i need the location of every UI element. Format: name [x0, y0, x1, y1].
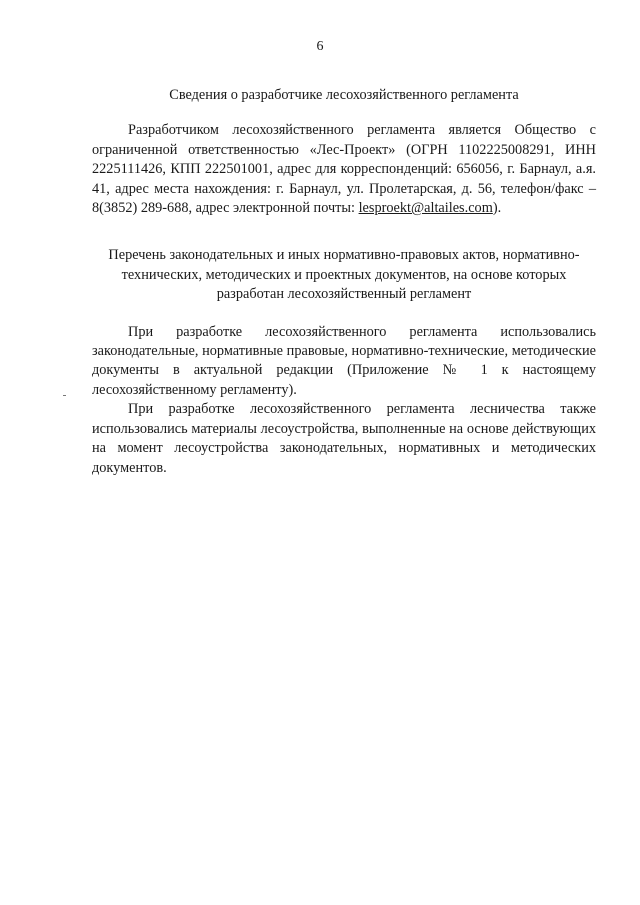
- developer-info-text-end: ).: [492, 200, 502, 217]
- developer-email-link[interactable]: lesproekt@altailes.com: [358, 200, 493, 217]
- page-number: 6: [316, 39, 324, 54]
- document-content: [92, 86, 596, 478]
- regulatory-docs-heading: Перечень законодательных и иных нормативно-правовых актов, нормативно-технических, методических и проектных документов, на основе которых разработан лесохозяйственный регламент: [108, 247, 580, 303]
- developer-info-text: Разработчиком лесохозяйственного регламента является Общество с ограниченной ответственностью «Лес-Проект» (ОГРН 1102225008291, ИНН 2225111426, КПП 222501001, адрес для корреспонденций: 656056, г. Барнаул, а.я. 41, адрес места нахождения: г. Барнаул, ул. Пролетарская, д. 56, телефон/факс – 8(3852) 289-688, адрес электронной почты:: [92, 122, 596, 217]
- regulatory-docs-paragraph-2: При разработке лесохозяйственного регламента лесничества также использовались материалы лесоустройства, выполненные на основе действующих на момент лесоустройства законодательных, нормативных и методических документов.: [92, 401, 596, 476]
- developer-info-heading: Сведения о разработчике лесохозяйственного регламента: [169, 87, 519, 103]
- regulatory-docs-paragraph-1: При разработке лесохозяйственного регламента использовались законодательные, нормативные правовые, нормативно-технические, методические документы в актуальной редакции (Приложение № 1 к настоящему лесохозяйственному регламенту).: [92, 323, 596, 398]
- developer-info-paragraph: [92, 121, 596, 218]
- margin-mark: [63, 395, 66, 396]
